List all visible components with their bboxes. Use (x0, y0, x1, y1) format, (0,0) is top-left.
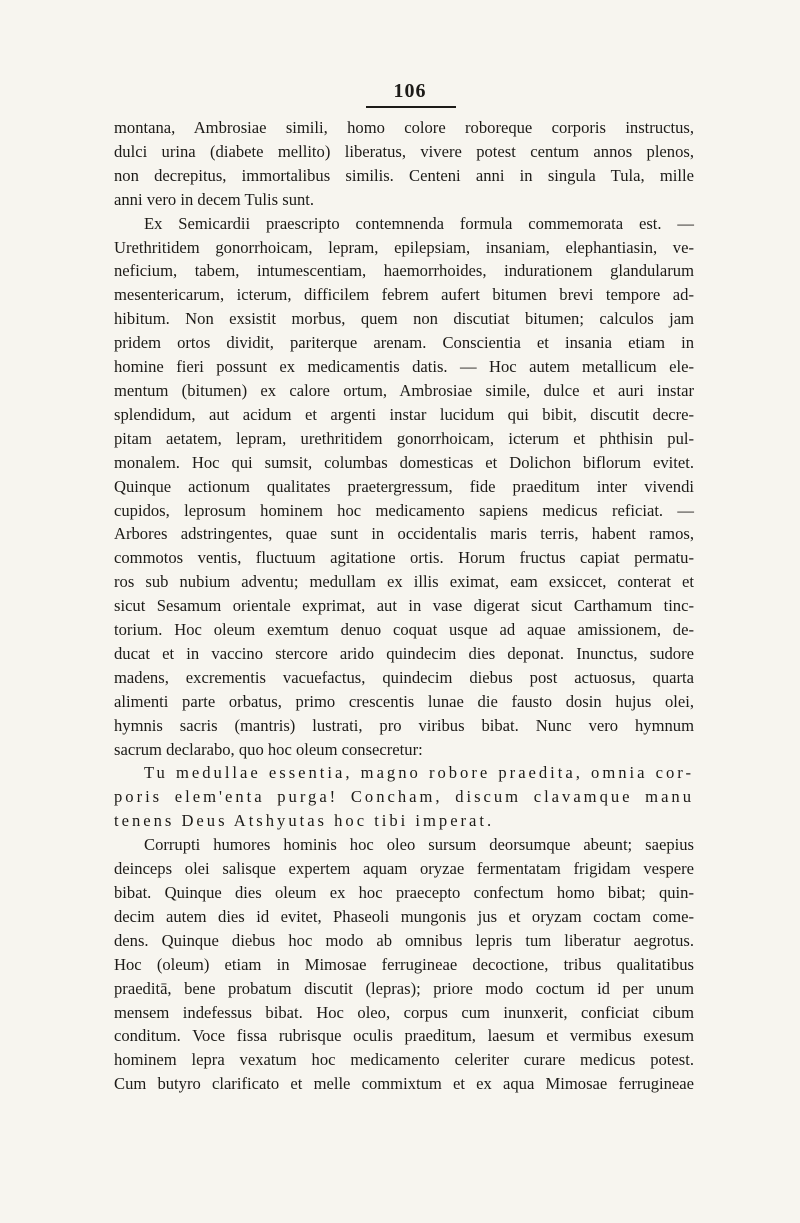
text-line: hymnis sacris (mantris) lustrati, pro viribus bibat. Nunc vero hymnum (114, 715, 694, 735)
text-line: bibat. Quinque dies oleum ex hoc praecepto confectum homo bibat; quin- (114, 883, 694, 902)
text-line: sicut Sesamum orientale exprimat, aut in vase digerat sicut Carthamum tinc- (114, 596, 694, 616)
text-line: alimenti parte orbatus, primo crescentis lunae die fausto dosin hujus olei, (114, 691, 694, 711)
text-line: pitam aetatem, lepram, urethritidem gonorrhoicam, icterum et phthisin pul- (114, 428, 694, 448)
text-line: madens, excrementis vacuefactus, quindecim diebus post actuosus, quarta (114, 667, 694, 687)
text-line: Corrupti humores hominis hoc oleo sursum deorsumque abeunt; saepius (144, 835, 694, 855)
text-line: conditum. Voce fissa rubrisque oculis praeditum, laesum et vermibus exesum (114, 1026, 694, 1046)
text-line: ros sub nubium adventu; medullam ex illis eximat, eam exsiccet, conterat et (114, 572, 694, 592)
text-line: tenens Deus Atshyutas hoc tibi imperat. (114, 811, 495, 831)
text-line: Quinque actionum qualitates praetergressum, fide praeditum inter vivendi (114, 476, 694, 496)
page-number: 106 (393, 80, 427, 102)
text-line: dulci urina (diabete mellito) liberatus, vivere potest centum annos plenos, (114, 141, 694, 161)
text-line: cupidos, leprosum hominem hoc medicamento sapiens medicus reficiat. — (114, 500, 694, 520)
text-line: praeditā, bene probatum discutit (lepras); priore modo coctum id per unum (114, 978, 694, 998)
text-line: Urethritidem gonorrhoicam, lepram, epilepsiam, insaniam, elephantiasin, ve- (114, 237, 694, 257)
text-line: homine fieri possunt ex medicamentis datis. — Hoc autem metallicum ele- (114, 357, 694, 377)
text-line: anni vero in decem Tulis sunt. (114, 189, 315, 209)
text-line: montana, Ambrosiae simili, homo colore roboreque corporis instructus, (114, 118, 694, 137)
text-line: non decrepitus, immortalibus similis. Centeni anni in singula Tula, mille (114, 165, 694, 185)
text-line: poris elem'enta purga! Concham, discum clavamque manu (114, 787, 694, 807)
text-line: deinceps olei salisque expertem aquam oryzae fermentatam frigidam vespere (114, 859, 694, 879)
page-number-rule (366, 106, 456, 108)
text-line: splendidum, aut acidum et argenti instar lucidum qui bibit, discutit decre- (114, 404, 694, 424)
body-text (114, 116, 694, 1096)
text-line: mensem indefessus bibat. Hoc oleo, corpus cum inunxerit, conficiat cibum (114, 1002, 694, 1022)
text-line: neficium, tabem, intumescentiam, haemorrhoides, indurationem glandularum (114, 261, 694, 281)
text-line: hibitum. Non exsistit morbus, quem non discutiat bitumen; calculos jam (114, 309, 694, 329)
text-line: pridem ortos dividit, pariterque arenam. Conscientia et insania etiam in (114, 333, 694, 353)
text-line: torium. Hoc oleum exemtum denuo coquat usque ad aquae amissionem, de- (114, 620, 694, 640)
text-line: Cum butyro clarificato et melle commixtum et ex aqua Mimosae ferrugineae (114, 1074, 694, 1094)
text-line: Hoc (oleum) etiam in Mimosae ferrugineae decoctione, tribus qualitatibus (114, 954, 694, 974)
text-line: ducat et in vaccino stercore arido quindecim dies deponat. Inunctus, sudore (114, 643, 694, 663)
text-line: mentum (bitumen) ex calore ortum, Ambrosiae simile, dulce et auri instar (114, 380, 694, 400)
text-line: commotos ventis, fluctuum agitatione ortis. Horum fructus capiat permatu- (114, 548, 694, 568)
text-line: Ex Semicardii praescripto contemnenda formula commemorata est. — (144, 213, 694, 233)
text-line: sacrum declarabo, quo hoc oleum consecretur: (114, 739, 423, 759)
text-line: monalem. Hoc qui sumsit, columbas domesticas et Dolichon biflorum evitet. (114, 452, 694, 472)
text-line: decim autem dies id evitet, Phaseoli mungonis jus et oryzam coctam come- (114, 906, 694, 926)
text-line: mesentericarum, icterum, difficilem febrem aufert bitumen brevi tempore ad- (114, 285, 694, 305)
text-line: hominem lepra vexatum hoc medicamento celeriter curare medicus potest. (114, 1050, 694, 1070)
text-line: Tu medullae essentia, magno robore praedita, omnia cor- (144, 763, 694, 783)
text-line: dens. Quinque diebus hoc modo ab omnibus lepris tum liberatur aegrotus. (114, 930, 694, 950)
text-line: Arbores adstringentes, quae sunt in occidentalis maris terris, habent ramos, (114, 524, 694, 544)
